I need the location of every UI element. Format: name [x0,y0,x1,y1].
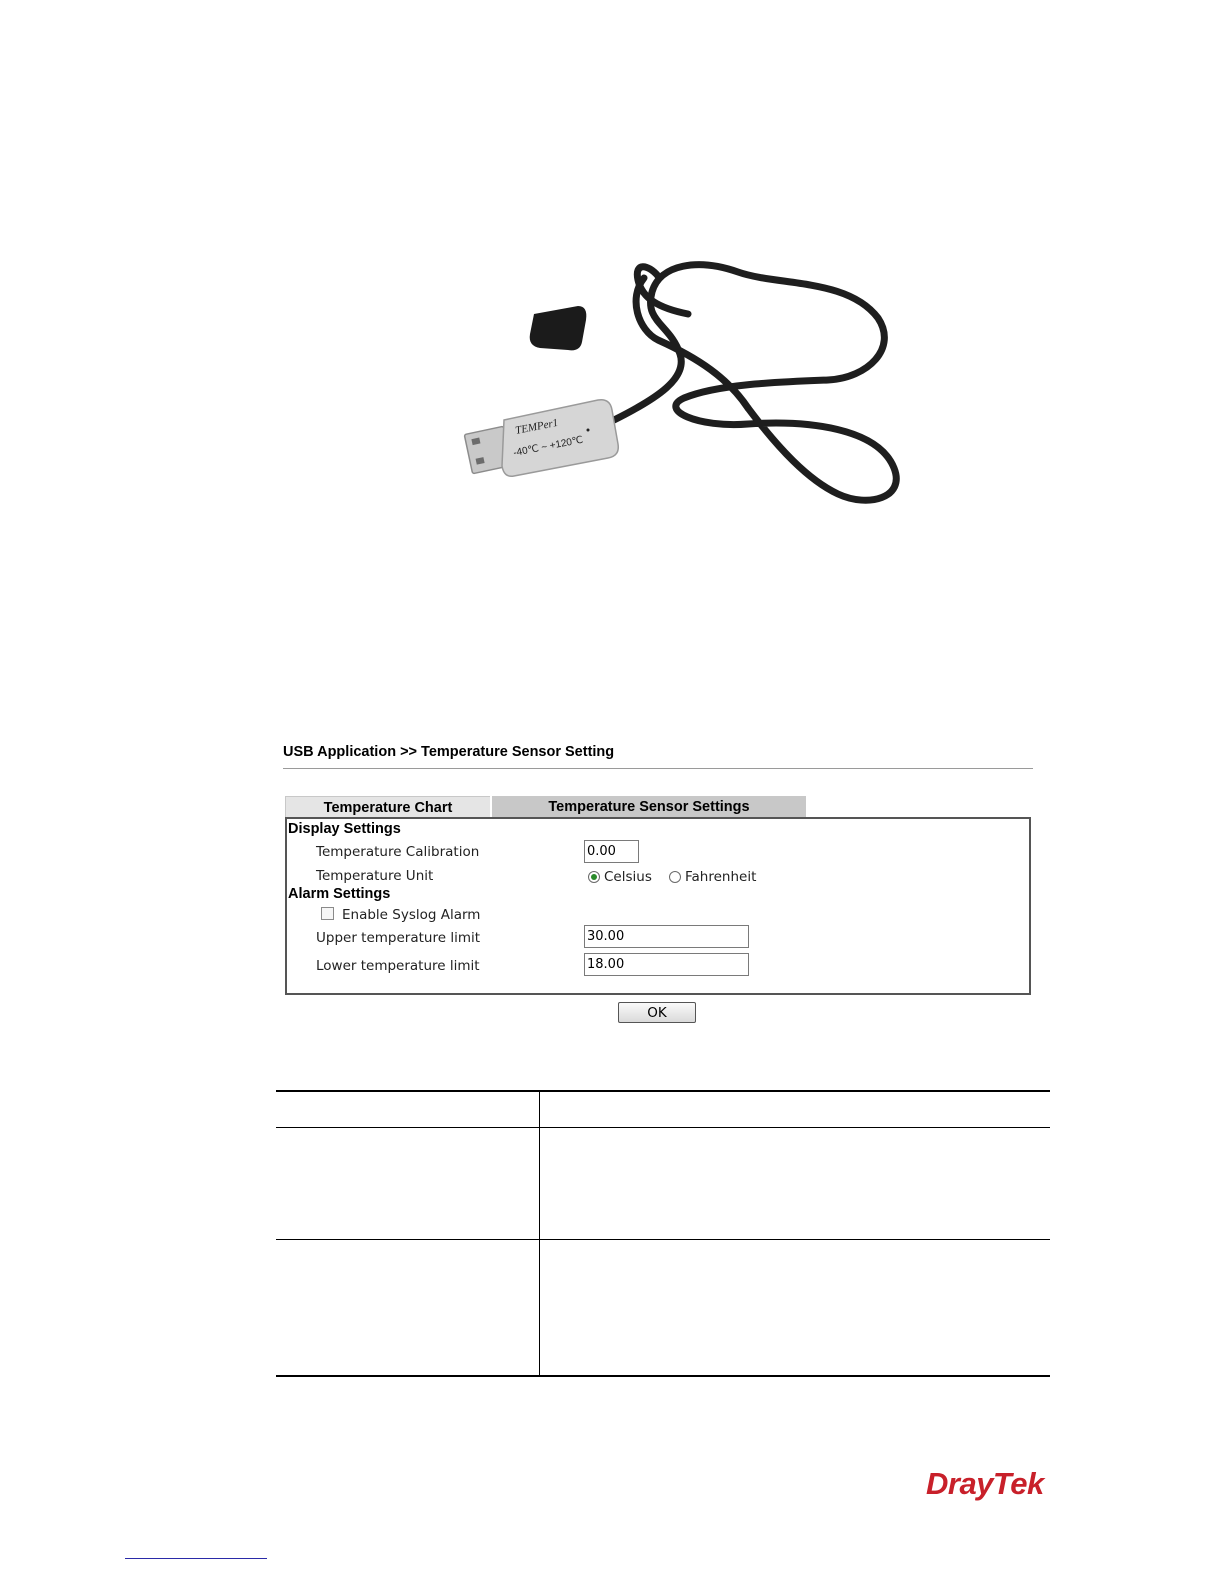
page-breadcrumb: USB Application >> Temperature Sensor Setting [283,744,615,760]
display-settings-heading: Display Settings [288,821,401,837]
tab-temperature-chart[interactable]: Temperature Chart [285,796,490,818]
temperature-calibration-label: Temperature Calibration [316,844,480,860]
footer-link-underline [125,1558,267,1559]
sensor-brand-label: TEMPer1 [514,416,560,437]
draytek-logo: DrayTek [926,1466,1044,1501]
temperature-calibration-input[interactable] [584,840,639,863]
table-row-divider [276,1239,1050,1240]
unit-fahrenheit-option[interactable] [669,869,756,885]
lower-temperature-limit-input[interactable] [584,953,749,976]
table-bottom-border [276,1375,1050,1377]
breadcrumb-divider [283,768,1033,769]
fahrenheit-radio[interactable] [669,871,681,883]
sensor-range-label: -40℃ ~ +120℃ [512,434,585,459]
unit-celsius-option[interactable] [588,869,652,885]
table-column-divider [539,1092,540,1377]
tab-temperature-sensor-settings[interactable]: Temperature Sensor Settings [492,796,806,818]
celsius-radio[interactable] [588,871,600,883]
lower-temperature-limit-label: Lower temperature limit [316,958,480,974]
upper-temperature-limit-input[interactable] [584,925,749,948]
enable-syslog-alarm-label: Enable Syslog Alarm [342,907,481,923]
ok-button[interactable]: OK [618,1002,696,1023]
table-header-divider [276,1127,1050,1128]
table-top-border [276,1090,1050,1092]
upper-temperature-limit-label: Upper temperature limit [316,930,481,946]
fahrenheit-label: Fahrenheit [685,869,757,885]
celsius-label: Celsius [604,869,652,885]
usb-temperature-sensor-photo [448,258,912,530]
alarm-settings-heading: Alarm Settings [288,886,391,902]
enable-syslog-alarm-checkbox[interactable] [321,907,334,920]
temperature-unit-label: Temperature Unit [316,868,434,884]
settings-panel [285,817,1031,995]
